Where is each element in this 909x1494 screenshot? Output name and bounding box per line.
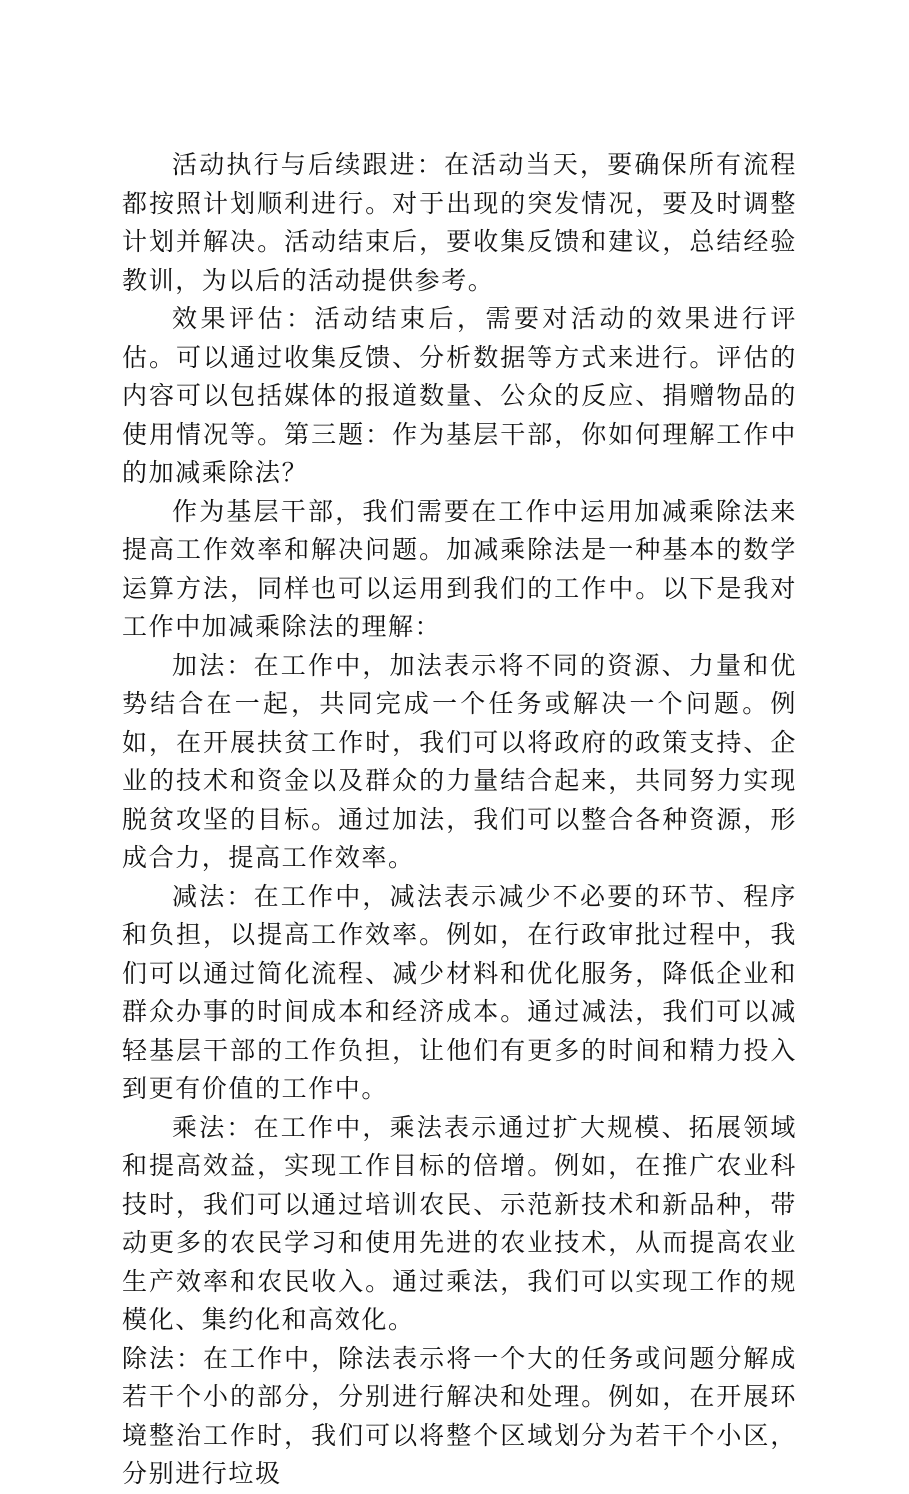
paragraph-multiplication: 乘法：在工作中，乘法表示通过扩大规模、拓展领域和提高效益，实现工作目标的倍增。例如，在推广农业科技时，我们可以通过培训农民、示范新技术和新品种，带动更多的农民学习和使用先进的农业技术，从而提高农业生产效率和农民收入。通过乘法，我们可以实现工作的规模化、集约化和高效化。	[122, 1112, 797, 1334]
paragraph-addition: 加法：在工作中，加法表示将不同的资源、力量和优势结合在一起，共同完成一个任务或解决一个问题。例如，在开展扶贫工作时，我们可以将政府的政策支持、企业的技术和资金以及群众的力量结合起来，共同努力实现脱贫攻坚的目标。通过加法，我们可以整合各种资源，形成合力，提高工作效率。	[122, 650, 797, 872]
paragraph-subtraction: 减法：在工作中，减法表示减少不必要的环节、程序和负担，以提高工作效率。例如，在行政审批过程中，我们可以通过简化流程、减少材料和优化服务，降低企业和群众办事的时间成本和经济成本。通过减法，我们可以减轻基层干部的工作负担，让他们有更多的时间和精力投入到更有价值的工作中。	[122, 881, 797, 1103]
paragraph-activity-followup: 活动执行与后续跟进：在活动当天，要确保所有流程都按照计划顺利进行。对于出现的突发情况，要及时调整计划并解决。活动结束后，要收集反馈和建议，总结经验教训，为以后的活动提供参考。	[122, 150, 797, 295]
paragraph-effect-evaluation: 效果评估：活动结束后，需要对活动的效果进行评估。可以通过收集反馈、分析数据等方式来进行。评估的内容可以包括媒体的报道数量、公众的反应、捐赠物品的使用情况等。第三题：作为基层干部，你如何理解工作中的加减乘除法？	[122, 304, 797, 487]
paragraph-intro-arithmetic: 作为基层干部，我们需要在工作中运用加减乘除法来提高工作效率和解决问题。加减乘除法是一种基本的数学运算方法，同样也可以运用到我们的工作中。以下是我对工作中加减乘除法的理解：	[122, 496, 797, 641]
body-text	[122, 146, 797, 1494]
paragraph-division: 除法：在工作中，除法表示将一个大的任务或问题分解成若干个小的部分，分别进行解决和处理。例如，在开展环境整治工作时，我们可以将整个区域划分为若干个小区，分别进行垃圾	[122, 1343, 797, 1488]
